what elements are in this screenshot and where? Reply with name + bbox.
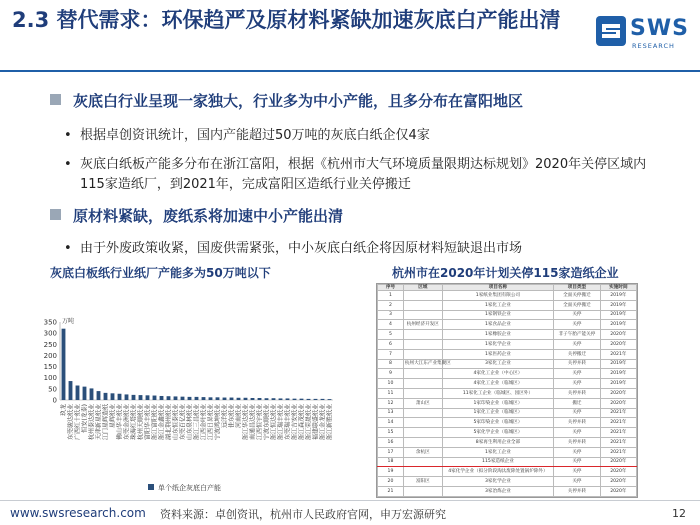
slide-header — [0, 0, 700, 70]
x-tick-label: 江门星辉造纸 — [102, 404, 110, 441]
table-cell: 1家钢铁企业 — [442, 310, 553, 320]
y-tick-label: 300 — [43, 329, 57, 338]
bar — [90, 388, 94, 400]
y-tick-label: 0 — [52, 396, 57, 405]
x-tick-label: 东莞金洲纸业 — [123, 404, 131, 441]
x-tick-label: 山东恒泰纸业 — [172, 404, 180, 441]
table-body — [378, 291, 637, 497]
table-cell: 2020年 — [600, 330, 636, 340]
bullet-1 — [50, 90, 523, 111]
table-row — [378, 339, 637, 349]
bar — [167, 396, 171, 400]
bar — [118, 394, 122, 400]
table-row — [378, 486, 637, 496]
table-cell: 19 — [378, 467, 404, 477]
table-cell: 关停 — [554, 339, 601, 349]
table-cell: 2019年 — [600, 369, 636, 379]
table-cell: 11家化工企业（临城区、园区外） — [442, 388, 553, 398]
y-tick-label: 350 — [43, 318, 57, 327]
bar — [237, 398, 241, 400]
x-tick-label: 杭州天顺纸业 — [137, 404, 145, 441]
table-cell: 关停 — [554, 447, 601, 457]
table-row — [378, 457, 637, 467]
table-cell: 1家化工企业 — [442, 300, 553, 310]
table-cell: 关停 — [554, 310, 601, 320]
y-tick-label: 150 — [43, 363, 57, 372]
table-cell: 2020年 — [600, 457, 636, 467]
table-cell: 杭州经济开发区 — [403, 320, 442, 330]
sub-bullet-1-2 — [64, 155, 670, 195]
bar — [153, 396, 157, 400]
x-tick-label: 佛山华丰纸业 — [116, 404, 124, 441]
x-tick-label: 福建联盛纸业 — [312, 404, 320, 441]
table-cell: 4 — [378, 320, 404, 330]
x-tick-label: 宁波鸿坤纸业 — [214, 404, 222, 441]
table-cell: 关停 — [554, 467, 601, 477]
table-cell: 5家印染企业（临城区） — [442, 418, 553, 428]
x-tick-label: 江西恒宇纸业 — [256, 404, 264, 441]
table-cell: 关停 — [554, 408, 601, 418]
table-cell: 关停搬迁 — [554, 349, 601, 359]
table-cell: 2021年 — [600, 437, 636, 447]
table-cell: 关停并转 — [554, 486, 601, 496]
table-cell: 2019年 — [600, 310, 636, 320]
table-cell: 2020年 — [600, 477, 636, 487]
table-cell: 3 — [378, 310, 404, 320]
table-cell: 11 — [378, 388, 404, 398]
table-cell: 2019年 — [600, 359, 636, 369]
table-cell: 2019年 — [600, 291, 636, 301]
table-cell: 2020年 — [600, 398, 636, 408]
bar — [209, 397, 213, 400]
table-cell — [403, 388, 442, 398]
table-cell: 关停 — [554, 477, 601, 487]
bar — [244, 398, 248, 400]
x-tick-label: 珠海红塔纸业 — [130, 404, 138, 441]
table-cell: 2 — [378, 300, 404, 310]
table-cell: 2020年 — [600, 339, 636, 349]
x-tick-label: 浙江富阳纸业 — [151, 404, 159, 441]
table-cell — [403, 369, 442, 379]
x-tick-label: 浙江金鑫纸业 — [158, 404, 166, 441]
table-cell: 1家医药企业 — [442, 349, 553, 359]
table-cell: 2020年 — [600, 486, 636, 496]
sws-logo — [596, 14, 692, 54]
table-cell: 8家再生利用企业全部 — [442, 437, 553, 447]
website-link[interactable]: www.swsresearch.com — [10, 506, 146, 520]
table-cell: 1家化工企业 — [442, 447, 553, 457]
table-cell: 4家化工企业（中心区） — [442, 369, 553, 379]
x-tick-label: 浙江金龙纸业 — [319, 404, 327, 441]
table-cell — [403, 379, 442, 389]
bar — [223, 398, 227, 400]
table-cell: 16 — [378, 437, 404, 447]
bar — [83, 387, 87, 400]
bullet-1-text: 灰底白行业呈现一家独大，行业多为中小产能，且多分布在富阳地区 — [73, 92, 524, 110]
sws-logo-icon — [596, 16, 626, 46]
x-tick-label: 浙江荣晟纸业 — [305, 404, 313, 441]
table-cell: 关停 — [554, 457, 601, 467]
table-cell: 余杭区 — [403, 447, 442, 457]
table-cell: 8 — [378, 359, 404, 369]
x-tick-label: 湖北荆州纸业 — [165, 404, 173, 441]
sub-bullet-1-1 — [64, 126, 680, 146]
bar — [111, 393, 115, 400]
x-tick-label: 玖龙 — [60, 404, 68, 417]
logo-subtitle: RESEARCH — [632, 42, 675, 50]
table-cell — [403, 428, 442, 438]
x-tick-label: 浙江恒达纸业 — [270, 404, 278, 441]
table-cell: 2019年 — [600, 379, 636, 389]
table-cell: 萧山区 — [403, 398, 442, 408]
table-header-cell: 项目名称 — [442, 285, 553, 291]
sub-bullet-1-2-text: 灰底白纸板产能多分布在浙江富阳，根据《杭州市大气环境质量限期达标规划》2020年关停区域内115家造纸厂，到2021年，完成富阳区造纸行业关停搬迁 — [80, 157, 647, 192]
table-cell: 2020年 — [600, 467, 636, 477]
table-cell: 1家纸业集团有限公司 — [442, 291, 553, 301]
sub-bullet-2-1-text: 由于外废政策收紧，国废供需紧张，中小灰底白纸企将因原材料短缺退出市场 — [80, 241, 523, 256]
table-cell: 2021年 — [600, 408, 636, 418]
bar — [251, 398, 255, 400]
table-cell: 富阳区 — [403, 477, 442, 487]
logo-name: SWS — [630, 16, 689, 41]
table-row — [378, 291, 637, 301]
sub-bullet-2-1 — [64, 239, 680, 259]
table-row — [378, 477, 637, 487]
capacity-bar-chart — [28, 300, 348, 500]
dot-bullet-icon: • — [64, 241, 72, 256]
table-cell: 9 — [378, 369, 404, 379]
table-cell: 13 — [378, 408, 404, 418]
bar — [69, 381, 73, 400]
x-tick-label: 东莞瑞丰纸业 — [284, 404, 292, 441]
bar — [97, 391, 101, 400]
x-tick-label: 天津新星纸业 — [95, 404, 103, 441]
bar — [216, 397, 220, 400]
table-cell: 关停并转 — [554, 359, 601, 369]
table-cell: 1家食品企业 — [442, 320, 553, 330]
x-tick-label: 恒安(龙泰) — [81, 404, 89, 433]
table-cell — [403, 330, 442, 340]
table-cell: 2019年 — [600, 300, 636, 310]
bar — [258, 398, 262, 400]
y-tick-label: 250 — [43, 340, 57, 349]
table-cell — [403, 437, 442, 447]
shutdown-table — [376, 283, 638, 498]
table-cell — [403, 467, 442, 477]
table-row — [378, 349, 637, 359]
bar — [265, 398, 269, 400]
table-cell: 12 — [378, 398, 404, 408]
bar — [293, 399, 297, 400]
y-tick-label: 50 — [48, 385, 57, 394]
table-cell: 4家化学企业（拟分阶段淘汰废除处置锅炉除外） — [442, 467, 553, 477]
bar — [139, 395, 143, 400]
table-cell: 5家化学企业（临城区） — [442, 428, 553, 438]
table-header-cell: 区域 — [403, 285, 442, 291]
table-cell: 关停并转 — [554, 388, 601, 398]
table-cell: 10 — [378, 379, 404, 389]
table-cell: 7 — [378, 349, 404, 359]
dot-bullet-icon: • — [64, 157, 72, 172]
table-cell: 115家造纸企业 — [442, 457, 553, 467]
bar — [76, 386, 80, 400]
x-tick-label: 江西日昇纸业 — [207, 404, 215, 441]
table-header-cell: 实施时间 — [600, 285, 636, 291]
x-tick-label: 浙江华达纸业 — [242, 404, 250, 441]
bar — [174, 396, 178, 400]
table-cell: 1家橡胶企业 — [442, 330, 553, 340]
page-number: 12 — [672, 507, 686, 520]
x-tick-label: 广西红十纸业 — [74, 404, 82, 441]
bar — [181, 397, 185, 400]
table-cell — [403, 349, 442, 359]
legend-label: 单个纸企灰底白产能 — [158, 484, 221, 492]
bar — [300, 399, 304, 400]
table-cell — [403, 310, 442, 320]
table-row — [378, 428, 637, 438]
table-cell: 2021年 — [600, 447, 636, 457]
bar — [321, 399, 325, 400]
x-tick-label: 浙江三昌纸业 — [193, 404, 201, 441]
x-tick-label: 远洋纸业 — [221, 404, 229, 429]
bar — [188, 397, 192, 400]
table-cell: 搬迁 — [554, 398, 601, 408]
dot-bullet-icon: • — [64, 128, 72, 143]
bar — [272, 398, 276, 400]
x-tick-label: 山东泉林纸业 — [186, 404, 194, 441]
table-cell — [403, 300, 442, 310]
bar — [125, 394, 129, 400]
bar — [230, 398, 234, 400]
bar — [146, 395, 150, 400]
table-cell: 杭州大江东产业集聚区 — [403, 359, 442, 369]
bar — [160, 396, 164, 400]
bullet-2 — [50, 205, 343, 226]
table-cell: 关停并转 — [554, 437, 601, 447]
table-row — [378, 418, 637, 428]
table-row — [378, 310, 637, 320]
table-title: 杭州市在2020年计划关停115家造纸企业 — [392, 266, 619, 280]
x-tick-label: 浙江瑞丰纸业 — [277, 404, 285, 441]
bar — [314, 399, 318, 400]
y-tick-label: 100 — [43, 374, 57, 383]
table-row — [378, 467, 637, 477]
x-tick-label: 佳东纸业 — [228, 404, 236, 429]
x-tick-label: 星辉纸业 — [109, 404, 117, 429]
table-row — [378, 437, 637, 447]
sub-bullet-1-1-text: 根据卓创资讯统计，国内产能超过50万吨的灰底白纸企仅4家 — [80, 128, 430, 143]
chart-title: 灰底白板纸行业纸厂产能多为50万吨以下 — [50, 266, 271, 280]
table-cell: 关停 — [554, 428, 601, 438]
table-cell: 关停 — [554, 320, 601, 330]
slide-title: 2.3 替代需求：环保趋严及原材料紧缺加速灰底白产能出清 — [12, 8, 561, 32]
table-cell: 17 — [378, 447, 404, 457]
footer-divider — [0, 500, 700, 501]
bar — [279, 398, 283, 400]
table-row — [378, 398, 637, 408]
table-cell: 2019年 — [600, 320, 636, 330]
legend-swatch — [148, 484, 154, 490]
table-cell: 关停 — [554, 369, 601, 379]
table-header-cell: 序号 — [378, 285, 404, 291]
table-cell: 关停 — [554, 379, 601, 389]
x-tick-label: 富阳华丰纸业 — [144, 404, 152, 441]
table-row — [378, 447, 637, 457]
table-cell: 1家化学企业 — [442, 339, 553, 349]
table-cell — [403, 418, 442, 428]
table-cell: 2021年 — [600, 349, 636, 359]
table-cell — [403, 339, 442, 349]
table-row — [378, 330, 637, 340]
bar — [202, 397, 206, 400]
x-tick-label: 浙江森茂纸业 — [298, 404, 306, 441]
table-cell: 14 — [378, 418, 404, 428]
table-cell: 非子午胎产能关停 — [554, 330, 601, 340]
x-tick-label: 浙江新胜纸业 — [326, 404, 334, 441]
bar — [132, 395, 136, 400]
bar — [104, 393, 108, 400]
table-cell — [403, 408, 442, 418]
y-tick-label: 200 — [43, 351, 57, 360]
table-cell: 3家化学企业 — [442, 477, 553, 487]
table-cell: 4家化工企业（临城区） — [442, 379, 553, 389]
x-tick-label: 东莞骏达纸业 — [67, 404, 75, 441]
table-cell: 1 — [378, 291, 404, 301]
y-unit-label: 万吨 — [62, 318, 75, 325]
table-cell: 关停并转 — [554, 418, 601, 428]
table-cell: 1家化工企业（临城区） — [442, 408, 553, 418]
bar — [62, 329, 66, 400]
x-tick-label: 河南纸业 — [235, 404, 243, 429]
x-tick-label: 宁波东顺纸业 — [263, 404, 271, 441]
x-tick-label: 南通昌达纸业 — [249, 404, 257, 441]
bullet-2-text: 原材料紧缺，废纸系将加速中小产能出清 — [73, 207, 344, 225]
table-cell: 2021年 — [600, 428, 636, 438]
x-tick-label: 江西金叶纸业 — [200, 404, 208, 441]
table-row — [378, 300, 637, 310]
table-cell — [403, 291, 442, 301]
table-cell: 21 — [378, 486, 404, 496]
x-tick-label: 浙江吉安纸业 — [291, 404, 299, 441]
table-cell: 2021年 — [600, 418, 636, 428]
table-cell: 全面关停搬迁 — [554, 291, 601, 301]
source-note: 资料来源：卓创资讯，杭州市人民政府官网，申万宏源研究 — [160, 508, 446, 521]
table-cell: 5 — [378, 330, 404, 340]
table-cell: 2020年 — [600, 388, 636, 398]
table-cell: 3家化工企业 — [442, 359, 553, 369]
table-row — [378, 408, 637, 418]
table-cell: 3家冶炼企业 — [442, 486, 553, 496]
table-row — [378, 320, 637, 330]
square-bullet-icon — [50, 209, 61, 220]
table-row — [378, 359, 637, 369]
bar — [328, 399, 332, 400]
table-cell — [403, 486, 442, 496]
table-cell: 全面关停搬迁 — [554, 300, 601, 310]
table-row — [378, 379, 637, 389]
table-cell — [403, 457, 442, 467]
bar — [195, 397, 199, 400]
bar — [307, 399, 311, 400]
x-tick-label: 杭州泰达纸业 — [88, 404, 96, 441]
table-cell: 1家印染企业（临城区） — [442, 398, 553, 408]
header-divider — [0, 70, 700, 72]
table-cell: 6 — [378, 339, 404, 349]
x-tick-label: 东莞百亿纸业 — [179, 404, 187, 441]
square-bullet-icon — [50, 94, 61, 105]
table-cell: 18 — [378, 457, 404, 467]
table-cell: 20 — [378, 477, 404, 487]
table-header-cell: 项目类型 — [554, 285, 601, 291]
table-row — [378, 388, 637, 398]
bar — [286, 398, 290, 400]
table-row — [378, 369, 637, 379]
table-cell: 15 — [378, 428, 404, 438]
